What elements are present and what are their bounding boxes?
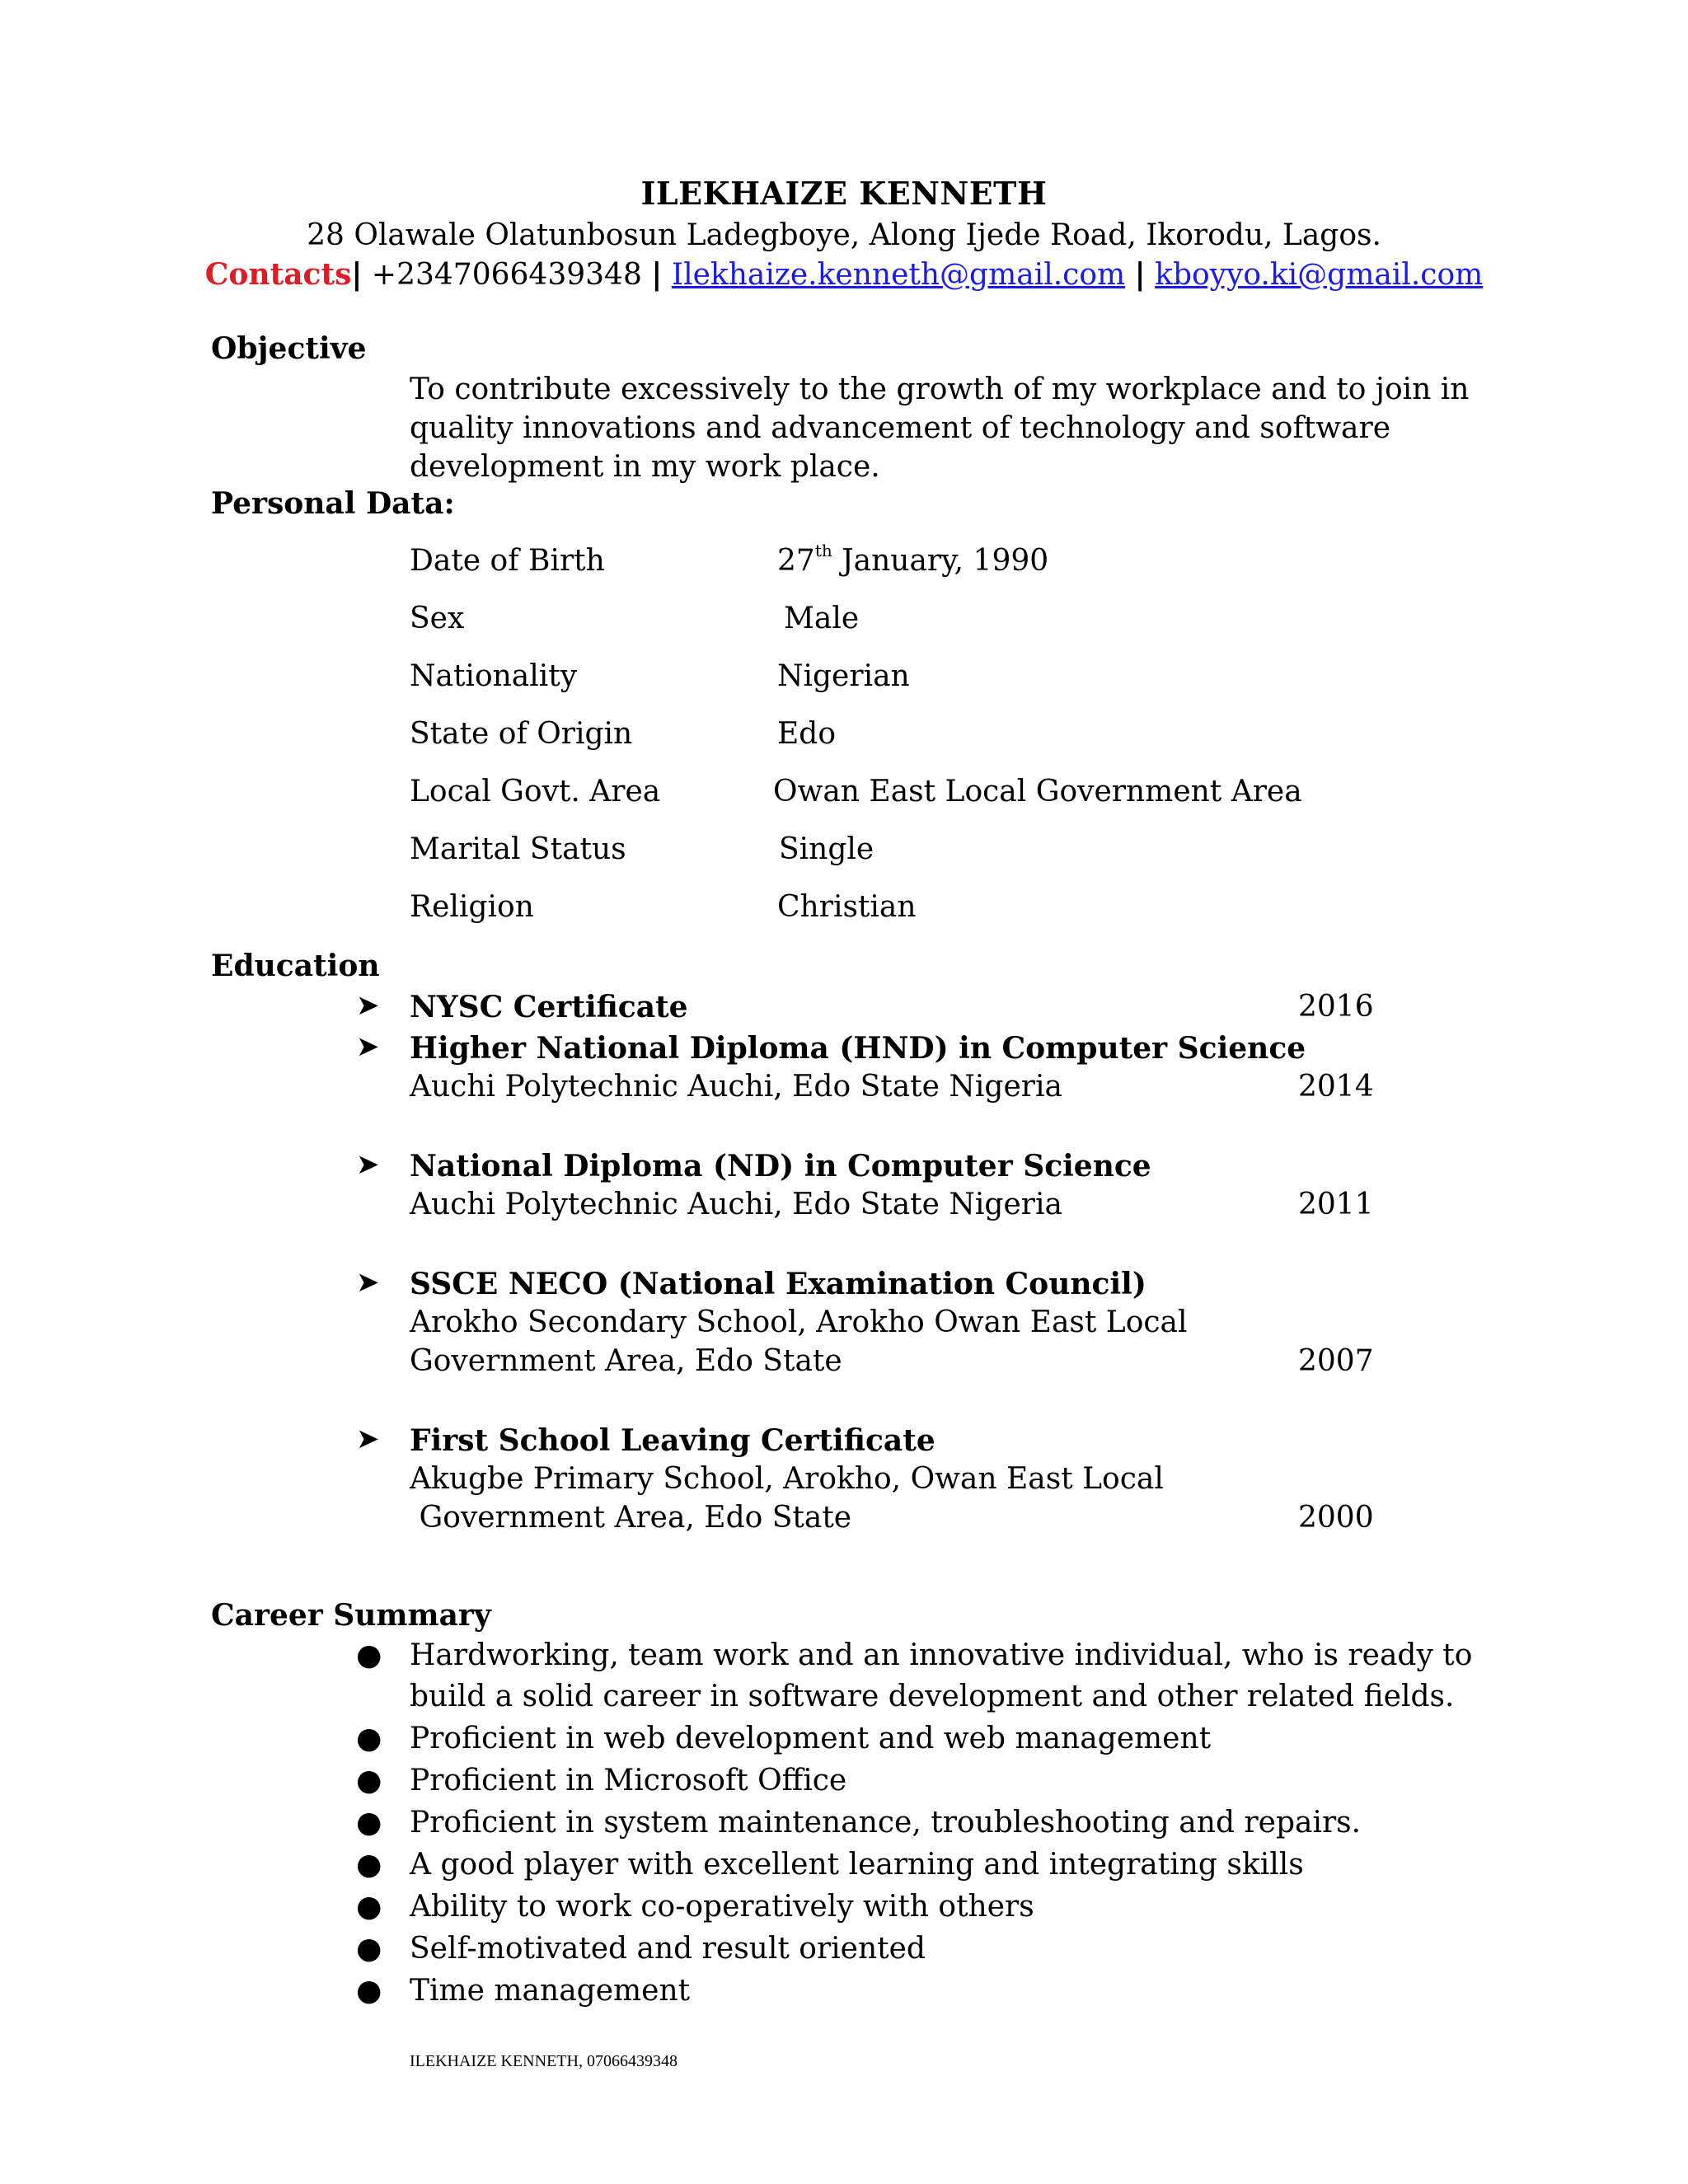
pd-label-nationality: Nationality <box>410 659 578 693</box>
edu-year-nd: 2011 <box>1298 1188 1374 1221</box>
bullet-icon: ● <box>356 1806 382 1840</box>
personal-data-heading: Personal Data: <box>211 486 455 521</box>
pd-label-marital: Marital Status <box>410 832 626 866</box>
email-link-secondary[interactable]: kboyyo.ki@gmail.com <box>1155 258 1484 292</box>
edu-title-fslc: First School Leaving Certificate <box>410 1423 935 1458</box>
career-item: Proficient in Microsoft Office <box>410 1764 847 1797</box>
pd-value-marital: Single <box>779 832 874 866</box>
bullet-icon: ● <box>356 1890 382 1924</box>
bullet-icon: ● <box>356 1974 382 2008</box>
contacts-line <box>0 257 1688 292</box>
email-link-primary[interactable]: Ilekhaize.kenneth@gmail.com <box>671 258 1126 292</box>
edu-school-nd: Auchi Polytechnic Auchi, Edo State Nigeria <box>410 1188 1062 1221</box>
edu-year-fslc: 2000 <box>1298 1501 1374 1535</box>
bullet-icon: ● <box>356 1638 382 1672</box>
phone-number: +2347066439348 <box>371 258 642 292</box>
edu-title-nysc: NYSC Certificate <box>410 990 688 1024</box>
career-heading: Career Summary <box>211 1598 491 1633</box>
edu-school-ssce-2: Government Area, Edo State <box>410 1344 842 1378</box>
objective-heading: Objective <box>211 331 367 366</box>
arrow-bullet-icon: ➤ <box>356 1148 380 1181</box>
edu-title-ssce: SSCE NECO (National Examination Council) <box>410 1267 1146 1301</box>
separator: | <box>351 257 363 292</box>
edu-year-nysc: 2016 <box>1298 990 1374 1024</box>
bullet-icon: ● <box>356 1932 382 1966</box>
pd-value-lga: Owan East Local Government Area <box>773 775 1302 808</box>
career-item: Self-motivated and result oriented <box>410 1932 926 1966</box>
edu-school-hnd: Auchi Polytechnic Auchi, Edo State Nigeria <box>410 1070 1062 1104</box>
arrow-bullet-icon: ➤ <box>356 1422 380 1455</box>
arrow-bullet-icon: ➤ <box>356 1266 380 1299</box>
arrow-bullet-icon: ➤ <box>356 1030 380 1063</box>
edu-school-ssce: Arokho Secondary School, Arokho Owan East Local <box>410 1305 1188 1339</box>
education-heading: Education <box>211 949 380 983</box>
pd-label-dob: Date of Birth <box>410 544 605 578</box>
career-item: Time management <box>410 1974 691 2008</box>
career-item: A good player with excellent learning and integrating skills <box>410 1848 1304 1882</box>
contacts-label: Contacts <box>204 257 352 292</box>
career-item: Hardworking, team work and an innovative individual, who is ready to <box>410 1638 1473 1672</box>
resume-name: ILEKHAIZE KENNETH <box>640 175 1048 212</box>
pd-value-sex: Male <box>784 602 860 635</box>
edu-year-ssce: 2007 <box>1298 1344 1374 1378</box>
pd-value-dob: 27th January, 1990 <box>777 541 1049 578</box>
pd-value-nationality: Nigerian <box>777 659 910 693</box>
edu-year-hnd: 2014 <box>1298 1070 1374 1104</box>
pd-label-lga: Local Govt. Area <box>410 775 661 808</box>
pd-value-state: Edo <box>777 717 836 751</box>
edu-title-nd: National Diploma (ND) in Computer Science <box>410 1149 1151 1183</box>
pd-label-religion: Religion <box>410 890 534 924</box>
objective-text: To contribute excessively to the growth of my workplace and to join in quality innovations and advancement of technology and software development in my work place. <box>410 373 1470 484</box>
arrow-bullet-icon: ➤ <box>356 989 380 1022</box>
career-item: Proficient in web development and web management <box>410 1722 1212 1755</box>
pd-label-sex: Sex <box>410 602 465 635</box>
separator: | <box>1134 257 1146 292</box>
pd-label-state: State of Origin <box>410 717 633 751</box>
career-item: Ability to work co-operatively with others <box>410 1890 1034 1924</box>
edu-school-fslc-2: Government Area, Edo State <box>410 1501 852 1535</box>
page-footer: ILEKHAIZE KENNETH, 07066439348 <box>410 2052 678 2070</box>
bullet-icon: ● <box>356 1764 382 1797</box>
bullet-icon: ● <box>356 1848 382 1882</box>
edu-title-hnd: Higher National Diploma (HND) in Computer Science <box>410 1031 1306 1066</box>
career-item-continued: build a solid career in software development and other related fields. <box>410 1680 1455 1713</box>
address: 28 Olawale Olatunbosun Ladegboye, Along Ijede Road, Ikorodu, Lagos. <box>307 218 1381 252</box>
bullet-icon: ● <box>356 1722 382 1755</box>
separator: | <box>651 257 663 292</box>
edu-school-fslc: Akugbe Primary School, Arokho, Owan East Local <box>410 1462 1164 1496</box>
career-item: Proficient in system maintenance, troubleshooting and repairs. <box>410 1806 1362 1840</box>
pd-value-religion: Christian <box>777 890 917 924</box>
